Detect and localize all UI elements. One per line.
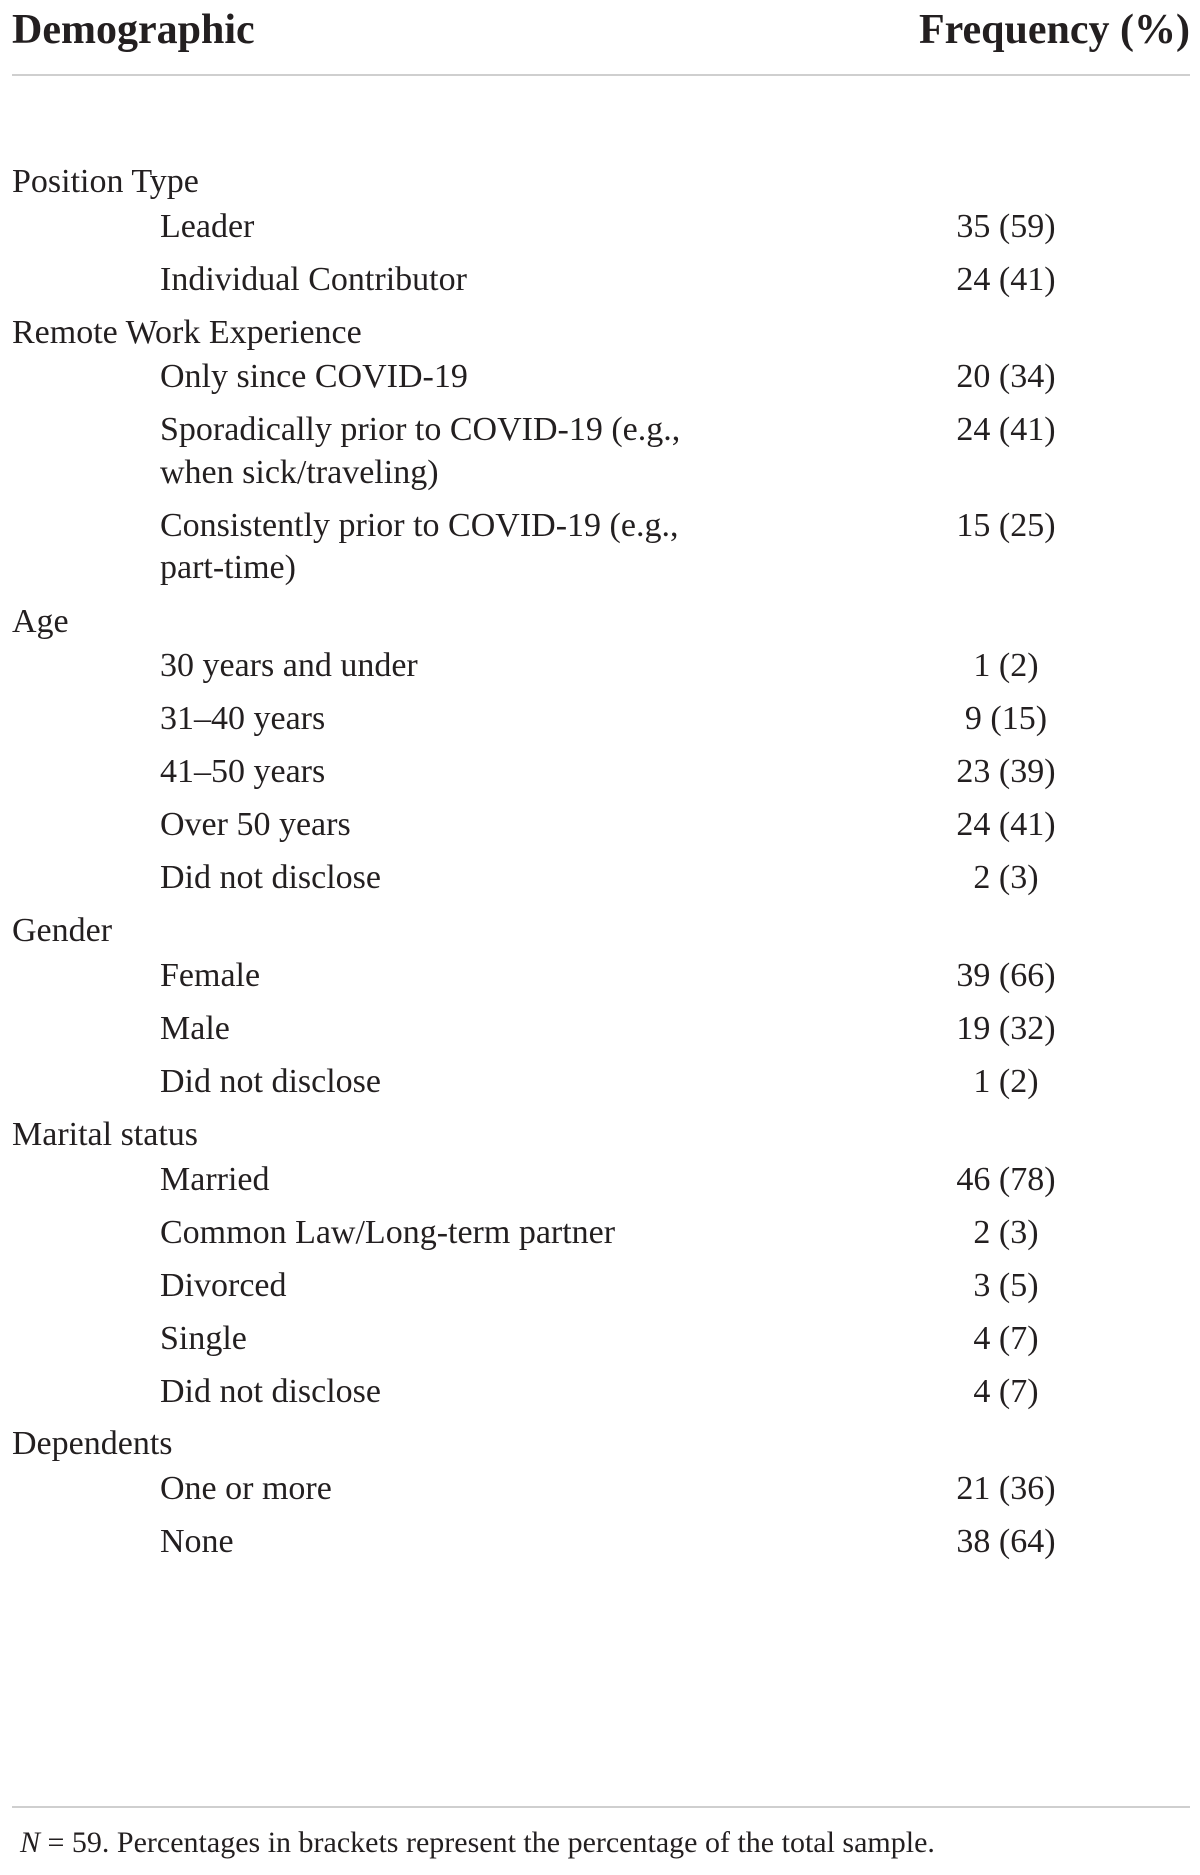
row-value: 24 (41) xyxy=(956,806,1056,843)
row-label: Did not disclose xyxy=(160,859,381,896)
row-value: 21 (36) xyxy=(956,1470,1056,1507)
row-label: 31–40 years xyxy=(160,700,326,737)
row-label: Individual Contributor xyxy=(160,261,467,298)
row-value: 4 (7) xyxy=(973,1373,1039,1410)
row-label: Did not disclose xyxy=(160,1063,381,1100)
row-label: Common Law/Long-term partner xyxy=(160,1214,616,1251)
row-value: 1 (2) xyxy=(973,647,1039,684)
row-label: Divorced xyxy=(160,1267,287,1304)
row-value: 24 (41) xyxy=(956,411,1056,448)
table-footnote xyxy=(12,1806,1190,1859)
category-label: Position Type xyxy=(12,163,199,200)
row-label: 30 years and under xyxy=(160,647,418,684)
row-value: 2 (3) xyxy=(973,859,1039,896)
footnote-n-symbol: N xyxy=(20,1826,41,1859)
row-value: 1 (2) xyxy=(973,1063,1039,1100)
row-value: 46 (78) xyxy=(956,1161,1056,1198)
row-value: 23 (39) xyxy=(956,753,1056,790)
row-value: 15 (25) xyxy=(956,507,1056,544)
row-label: Consistently prior to COVID-19 (e.g., xyxy=(160,507,679,544)
column-header-frequency: Frequency (%) xyxy=(918,7,1190,53)
row-value: 3 (5) xyxy=(973,1267,1039,1304)
row-label: Single xyxy=(160,1320,247,1357)
column-header-demographic: Demographic xyxy=(12,7,255,53)
row-value: 24 (41) xyxy=(956,261,1056,298)
category-label: Marital status xyxy=(12,1116,199,1153)
category-label: Gender xyxy=(12,912,113,949)
row-value: 35 (59) xyxy=(956,208,1056,245)
footnote-text xyxy=(20,1826,935,1860)
row-label: Married xyxy=(160,1161,270,1198)
category-label: Remote Work Experience xyxy=(12,314,362,351)
row-label: Only since COVID-19 xyxy=(160,358,468,395)
footnote-body: = 59. Percentages in brackets represent the percentage of the total sample. xyxy=(40,1826,935,1859)
demographics-table xyxy=(12,0,1190,1808)
row-value: 20 (34) xyxy=(956,358,1056,395)
row-label: Female xyxy=(160,957,261,994)
row-label: None xyxy=(160,1523,234,1560)
table-body xyxy=(12,76,1190,1808)
row-value: 4 (7) xyxy=(973,1320,1039,1357)
row-label-continued: when sick/traveling) xyxy=(160,454,439,491)
row-value: 2 (3) xyxy=(973,1214,1039,1251)
row-value: 9 (15) xyxy=(964,700,1048,737)
row-label: Male xyxy=(160,1010,230,1047)
row-label: One or more xyxy=(160,1470,332,1507)
row-value: 39 (66) xyxy=(956,957,1056,994)
table-header xyxy=(12,0,1190,76)
category-label: Age xyxy=(12,603,69,640)
row-label-continued: part-time) xyxy=(160,549,296,586)
row-value: 38 (64) xyxy=(956,1523,1056,1560)
row-value: 19 (32) xyxy=(956,1010,1056,1047)
row-label: Over 50 years xyxy=(160,806,351,843)
row-label: Did not disclose xyxy=(160,1373,381,1410)
row-label: 41–50 years xyxy=(160,753,326,790)
category-label: Dependents xyxy=(12,1425,173,1462)
row-label: Leader xyxy=(160,208,255,245)
row-label: Sporadically prior to COVID-19 (e.g., xyxy=(160,411,681,448)
